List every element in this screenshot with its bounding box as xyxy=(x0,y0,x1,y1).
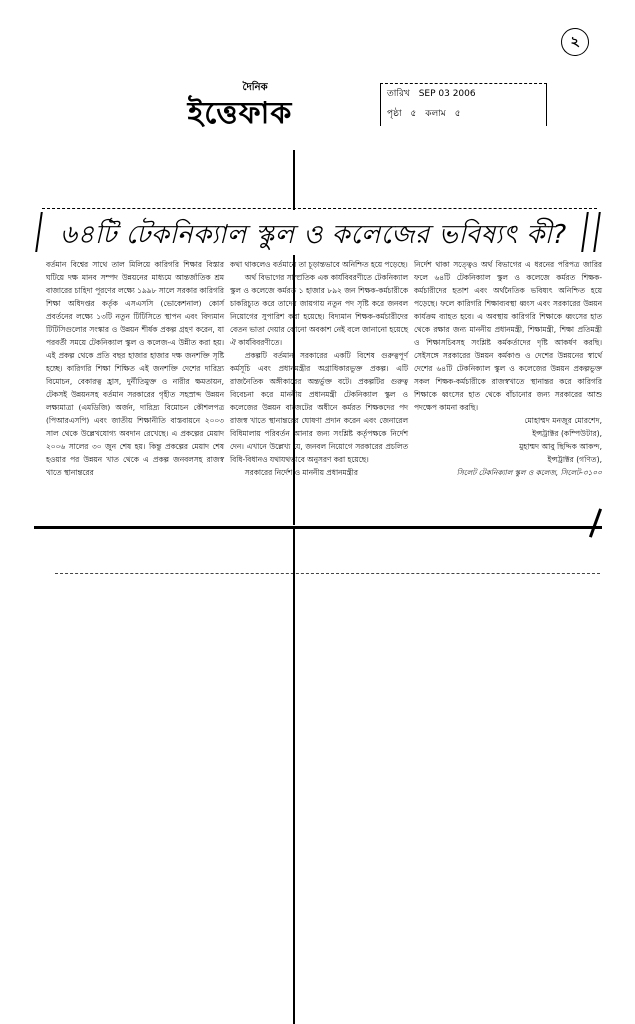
fold-line xyxy=(293,150,295,210)
fold-line xyxy=(293,528,295,1024)
article-source: সিলেট টেকনিক্যাল স্কুল ও কলেজ, সিলেট-৩১০০ xyxy=(456,468,602,477)
scan-rule xyxy=(55,573,600,574)
newspaper-masthead xyxy=(165,80,315,131)
article-headline: ৬৪টি টেকনিক্যাল স্কুল ও কলেজের ভবিষ্যৎ কী? xyxy=(60,220,567,250)
signatory xyxy=(414,414,602,440)
article-bottom-rule xyxy=(34,526,602,529)
headline-bar xyxy=(38,212,598,252)
paragraph: নির্দেশ থাকা সত্ত্বেও অর্থ বিভাগের এ ধরনের পরিপত্র জারির ফলে ৬৪টি টেকনিক্যাল স্কুল ও কলেজে কর্মরত শিক্ষক-কর্মচারীদের হতাশ এবং অর্থনৈতিক ভবিষ্যৎ অনিশ্চিত হয়ে পড়েছে। ফলে কারিগরি শিক্ষাব্যবস্থা ধ্বংস এবং সরকারের উন্নয়ন কার্যক্রম ব্যাহত হবে। এ অবস্থায় কারিগরি শিক্ষাকে ধ্বংসের হাত থেকে রক্ষার জন্য মাননীয় প্রধানমন্ত্রী, শিক্ষামন্ত্রী, শিক্ষা প্রতিমন্ত্রী ও শিক্ষাসচিবসহ সংশ্লিষ্ট কর্মকর্তাদের দৃষ্টি আকর্ষণ করছি। সেইসঙ্গে সরকারের উন্নয়ন কর্মকাণ্ড ও দেশের উন্নয়নের স্বার্থে দেশের ৬৪টি টেকনিক্যাল স্কুল ও কলেজের উন্নয়ন প্রকল্পভুক্ত সকল শিক্ষক-কর্মচারীকে রাজস্বখাতে স্থানান্তর করে কারিগরি শিক্ষাকে ধ্বংসের হাত থেকে বাঁচানোর জন্য সরকারের আশু পদক্ষেপ কামনা করছি। xyxy=(414,260,602,412)
paragraph: বর্তমান বিশ্বের সাথে তাল মিলিয়ে কারিগরি শিক্ষার বিস্তার ঘটিয়ে দক্ষ মানব সম্পদ উন্নয়নের মাধ্যমে আন্তর্জাতিক শ্রম বাজারের চাহিদা পূরণের লক্ষ্যে ১৯৯৮ সালে সরকার কারিগরি শিক্ষা অধিদপ্তর কর্তৃক এসএসসি (ভোকেশনাল) কোর্স প্রবর্তনের লক্ষ্যে ১৩টি নতুন টিটিসিতে স্থাপন এবং বিদ্যমান টিটিসিগুলোর সংস্কার ও উন্নয়ন শীর্ষক প্রকল্প গ্রহণ করেন, যা পরবর্তী সময়ে টেকনিক্যাল স্কুল ও কলেজ-এ উন্নীত করা হয়। এই প্রকল্প থেকে প্রতি বছর হাজার হাজার দক্ষ জনশক্তি সৃষ্টি হচ্ছে। কারিগরি শিক্ষা শিক্ষিত এই জনশক্তি দেশের দারিদ্র্য বিমোচন, বেকারত্ব হ্রাস, দুর্নীতিমুক্ত ও নারীর ক্ষমতায়ন, টেকসই উন্নয়নসহ বর্তমান সরকারের গৃহীত সহস্রাব্দ উন্নয়ন লক্ষ্যমাত্রা (এমডিজি) অর্জন, দারিদ্র্য বিমোচন কৌশলপত্র (পিআরএসপি) এবং জাতীয় শিক্ষানীতি বাস্তবায়নে ২০০৩ সাল থেকে উল্লেখযোগ্য অবদান রেখেছে। এ প্রকল্পের মেয়াদ ২০০৬ সালের ৩০ জুন শেষ হয়। কিন্তু প্রকল্পের মেয়াদ শেষ হওয়ার পর উন্নয়ন খাত থেকে এ প্রকল্প জনবলসহ রাজস্ব খাতে স্থানান্তরের xyxy=(46,260,224,477)
stamp-page-row xyxy=(381,104,546,124)
article-column-3 xyxy=(414,258,602,479)
signatory-name: মোহাম্মদ মনজুর মোরশেদ, xyxy=(524,416,602,425)
pen-mark xyxy=(589,508,602,537)
paragraph: অর্থ বিভাগের সাম্প্রতিক এক কার্যবিবরণীতে টেকনিক্যাল স্কুল ও কলেজে কর্মরত ১ হাজার ৮৯২ জন শিক্ষক-কর্মচারীকে চাকরিচ্যুত করে তাদের জায়গায় নতুন পদ সৃষ্টি করে জনবল নিয়োগের সুপারিশ করা হয়েছে। বিদ্যমান শিক্ষক-কর্মচারীদের বেতন ভাতা দেয়ার কোনো অবকাশ নেই বলে জানানো হয়েছে ঐ কার্যবিবরণীতে। xyxy=(230,273,409,347)
article-column-1 xyxy=(46,258,224,479)
stamp-date-row xyxy=(381,84,546,104)
stamp-date-value: SEP 03 2006 xyxy=(418,89,476,99)
newspaper-name: ইত্তেফাক xyxy=(187,96,293,131)
paragraph: কথা থাকলেও বর্তমানে তা চূড়ান্তভাবে অনিশ্চিত হয়ে পড়েছে। xyxy=(230,260,408,269)
page-marker: ২ xyxy=(559,26,591,58)
stamp-page-label: পৃষ্ঠা xyxy=(387,109,402,119)
stamp-column-label: কলাম xyxy=(425,109,446,119)
stamp-page-value: ৫ xyxy=(410,109,417,119)
masthead-kicker: দৈনিক xyxy=(242,82,268,93)
headline-left-mark xyxy=(35,212,53,252)
signatory-title: ইন্সট্রাক্টর (কম্পিউটার), xyxy=(532,429,602,438)
article-column-2 xyxy=(230,258,408,479)
headline-right-mark xyxy=(581,212,601,252)
stamp-date-label: তারিখ xyxy=(387,89,410,99)
signatory xyxy=(414,440,602,466)
paragraph: সরকারের নির্দেশ ও মাননীয় প্রধানমন্ত্রীর xyxy=(244,468,358,477)
article-top-rule xyxy=(42,208,597,209)
signatory-name: মুহাম্মদ আবু ছিদ্দিক আকন্দ, xyxy=(519,442,602,451)
clipping-stamp xyxy=(380,83,547,126)
stamp-column-value: ৫ xyxy=(454,109,461,119)
signatory-title: ইন্সট্রাক্টর (গণিত), xyxy=(547,455,602,464)
paragraph: প্রকল্পটি বর্তমান সরকারের একটি বিশেষ গুরুত্বপূর্ণ কর্মসূচি এবং প্রধানমন্ত্রীর অগ্রাধিকারভুক্ত প্রকল্প। এটি রাজনৈতিক অঙ্গীকারের অন্তর্ভুক্ত বটে। প্রকল্পটির গুরুত্ব বিবেচনা করে মাননীয় প্রধানমন্ত্রী টেকনিক্যাল স্কুল ও কলেজের উন্নয়ন বাজেটের অধীনে কর্মরত শিক্ষকদের পদ রাজস্ব খাতে স্থানান্তরের ঘোষণা প্রদান করেন এবং জেনারেল বিধিমালায় পরিবর্তন আনার জন্য সংশ্লিষ্ট কর্তৃপক্ষকে নির্দেশ দেন। এখানে উল্লেখ্য যে, জনবল নিয়োগে সরকারের প্রচলিত বিধি-বিধানও যথাযথভাবে অনুসরণ করা হয়েছে। xyxy=(230,351,408,464)
